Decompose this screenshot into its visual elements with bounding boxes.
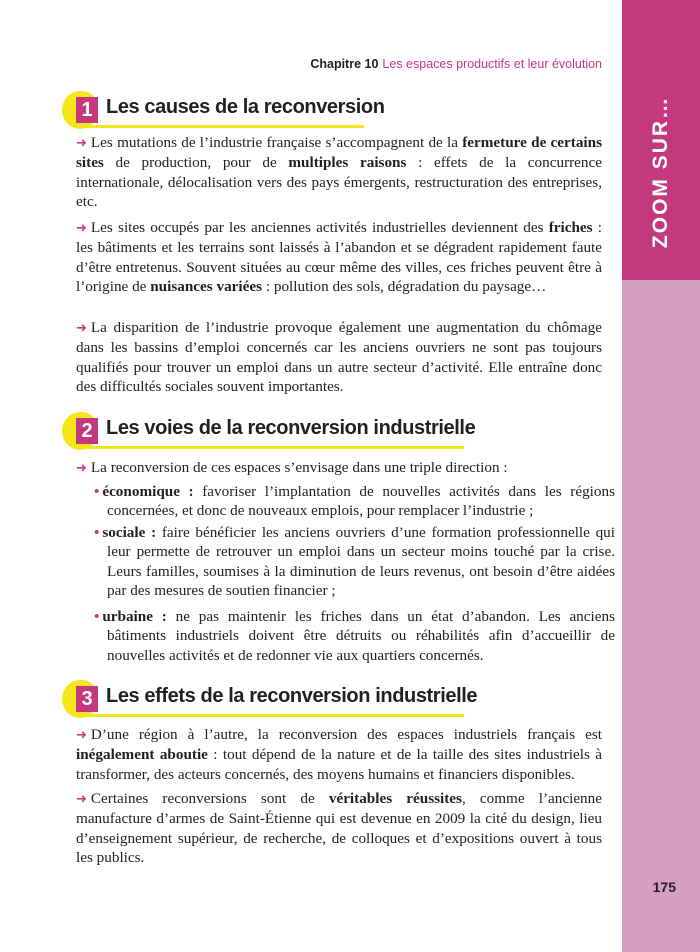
zoom-sur-label: ZOOM SUR… [649,95,672,249]
arrow-icon: ➜ [76,792,87,807]
paragraph: ➜ Certaines reconversions sont de véritables réussites, comme l’ancienne manufacture d’armes de Saint-Étienne qui est devenue en 2009 la cité du design, lieu d’enseignement supérieur, de recherche, de colloques et d’expositions ouvert à tous les publics. [76,790,602,867]
bullet-icon: • [94,608,100,625]
section-title: Les voies de la reconversion industrielle [106,417,476,439]
paragraph: ➜ La reconversion de ces espaces s’envisage dans une triple direction : [76,459,508,476]
list-item: • économique : favoriser l’implantation de nouvelles activités dans les régions concernées, et donc de nouveaux emplois, pour remplacer l’industrie ; [94,483,615,520]
arrow-icon: ➜ [76,728,87,743]
heading-underline [76,125,364,128]
paragraph: ➜ D’une région à l’autre, la reconversion des espaces industriels français est inégalement aboutie : tout dépend de la nature et de la taille des sites industriels à transformer, des acteurs concernés, des moyens humains et financiers disponibles. [76,726,602,783]
side-color-strip [622,280,700,952]
zoom-sur-tab [622,0,700,280]
running-head [310,57,602,71]
page-number: 175 [652,879,676,895]
heading-underline [76,714,464,717]
running-head-title: Les espaces productifs et leur évolution [382,57,602,71]
bullet-icon: • [94,524,100,541]
running-head-chapter: Chapitre 10 [310,57,379,71]
heading-underline [76,446,464,449]
arrow-icon: ➜ [76,461,87,476]
section-number-badge: 3 [76,686,98,712]
bullet-icon: • [94,483,100,500]
section-title: Les effets de la reconversion industrielle [106,685,478,707]
paragraph: ➜ Les mutations de l’industrie française s’accompagnent de la fermeture de certains sites de production, pour de multiples raisons : effets de la concurrence internationale, délocalisation vers des pays émergents, restructuration des entreprises, etc. [76,134,603,211]
paragraph: ➜ Les sites occupés par les anciennes activités industrielles deviennent des friches : les bâtiments et les terrains sont laissés à l’abandon et se dégradent rapidement faute d’être entretenus. Souvent situées au cœur même des villes, ces friches peuvent être à l’origine de nuisances variées : pollution des sols, dégradation du paysage… [76,219,602,296]
list-item: • urbaine : ne pas maintenir les friches dans un état d’abandon. Les anciens bâtiments industriels doivent être détruits ou réhabilités afin d’accueillir de nouvelles activités et de redonner vie aux quartiers concernés. [94,608,615,664]
section-number-badge: 2 [76,418,98,444]
arrow-icon: ➜ [76,136,87,151]
paragraph: ➜ La disparition de l’industrie provoque également une augmentation du chômage dans les bassins d’emploi concernés car les anciens ouvriers ne sont pas toujours qualifiés pour trouver un emploi dans un autre secteur d’activité. Elle entraîne donc des difficultés sociales souvent importantes. [76,319,602,396]
arrow-icon: ➜ [76,221,87,236]
list-item: • sociale : faire bénéficier les anciens ouvriers d’une formation professionnelle qui leur permette de retrouver un emploi dans un secteur moins touché par la crise. Leurs familles, soumises à la diminution de leurs revenus, ont besoin d’être aidées par des mesures de soutien financier ; [94,524,616,600]
section-title: Les causes de la reconversion [106,96,385,118]
arrow-icon: ➜ [76,321,87,336]
section-number-badge: 1 [76,97,98,123]
